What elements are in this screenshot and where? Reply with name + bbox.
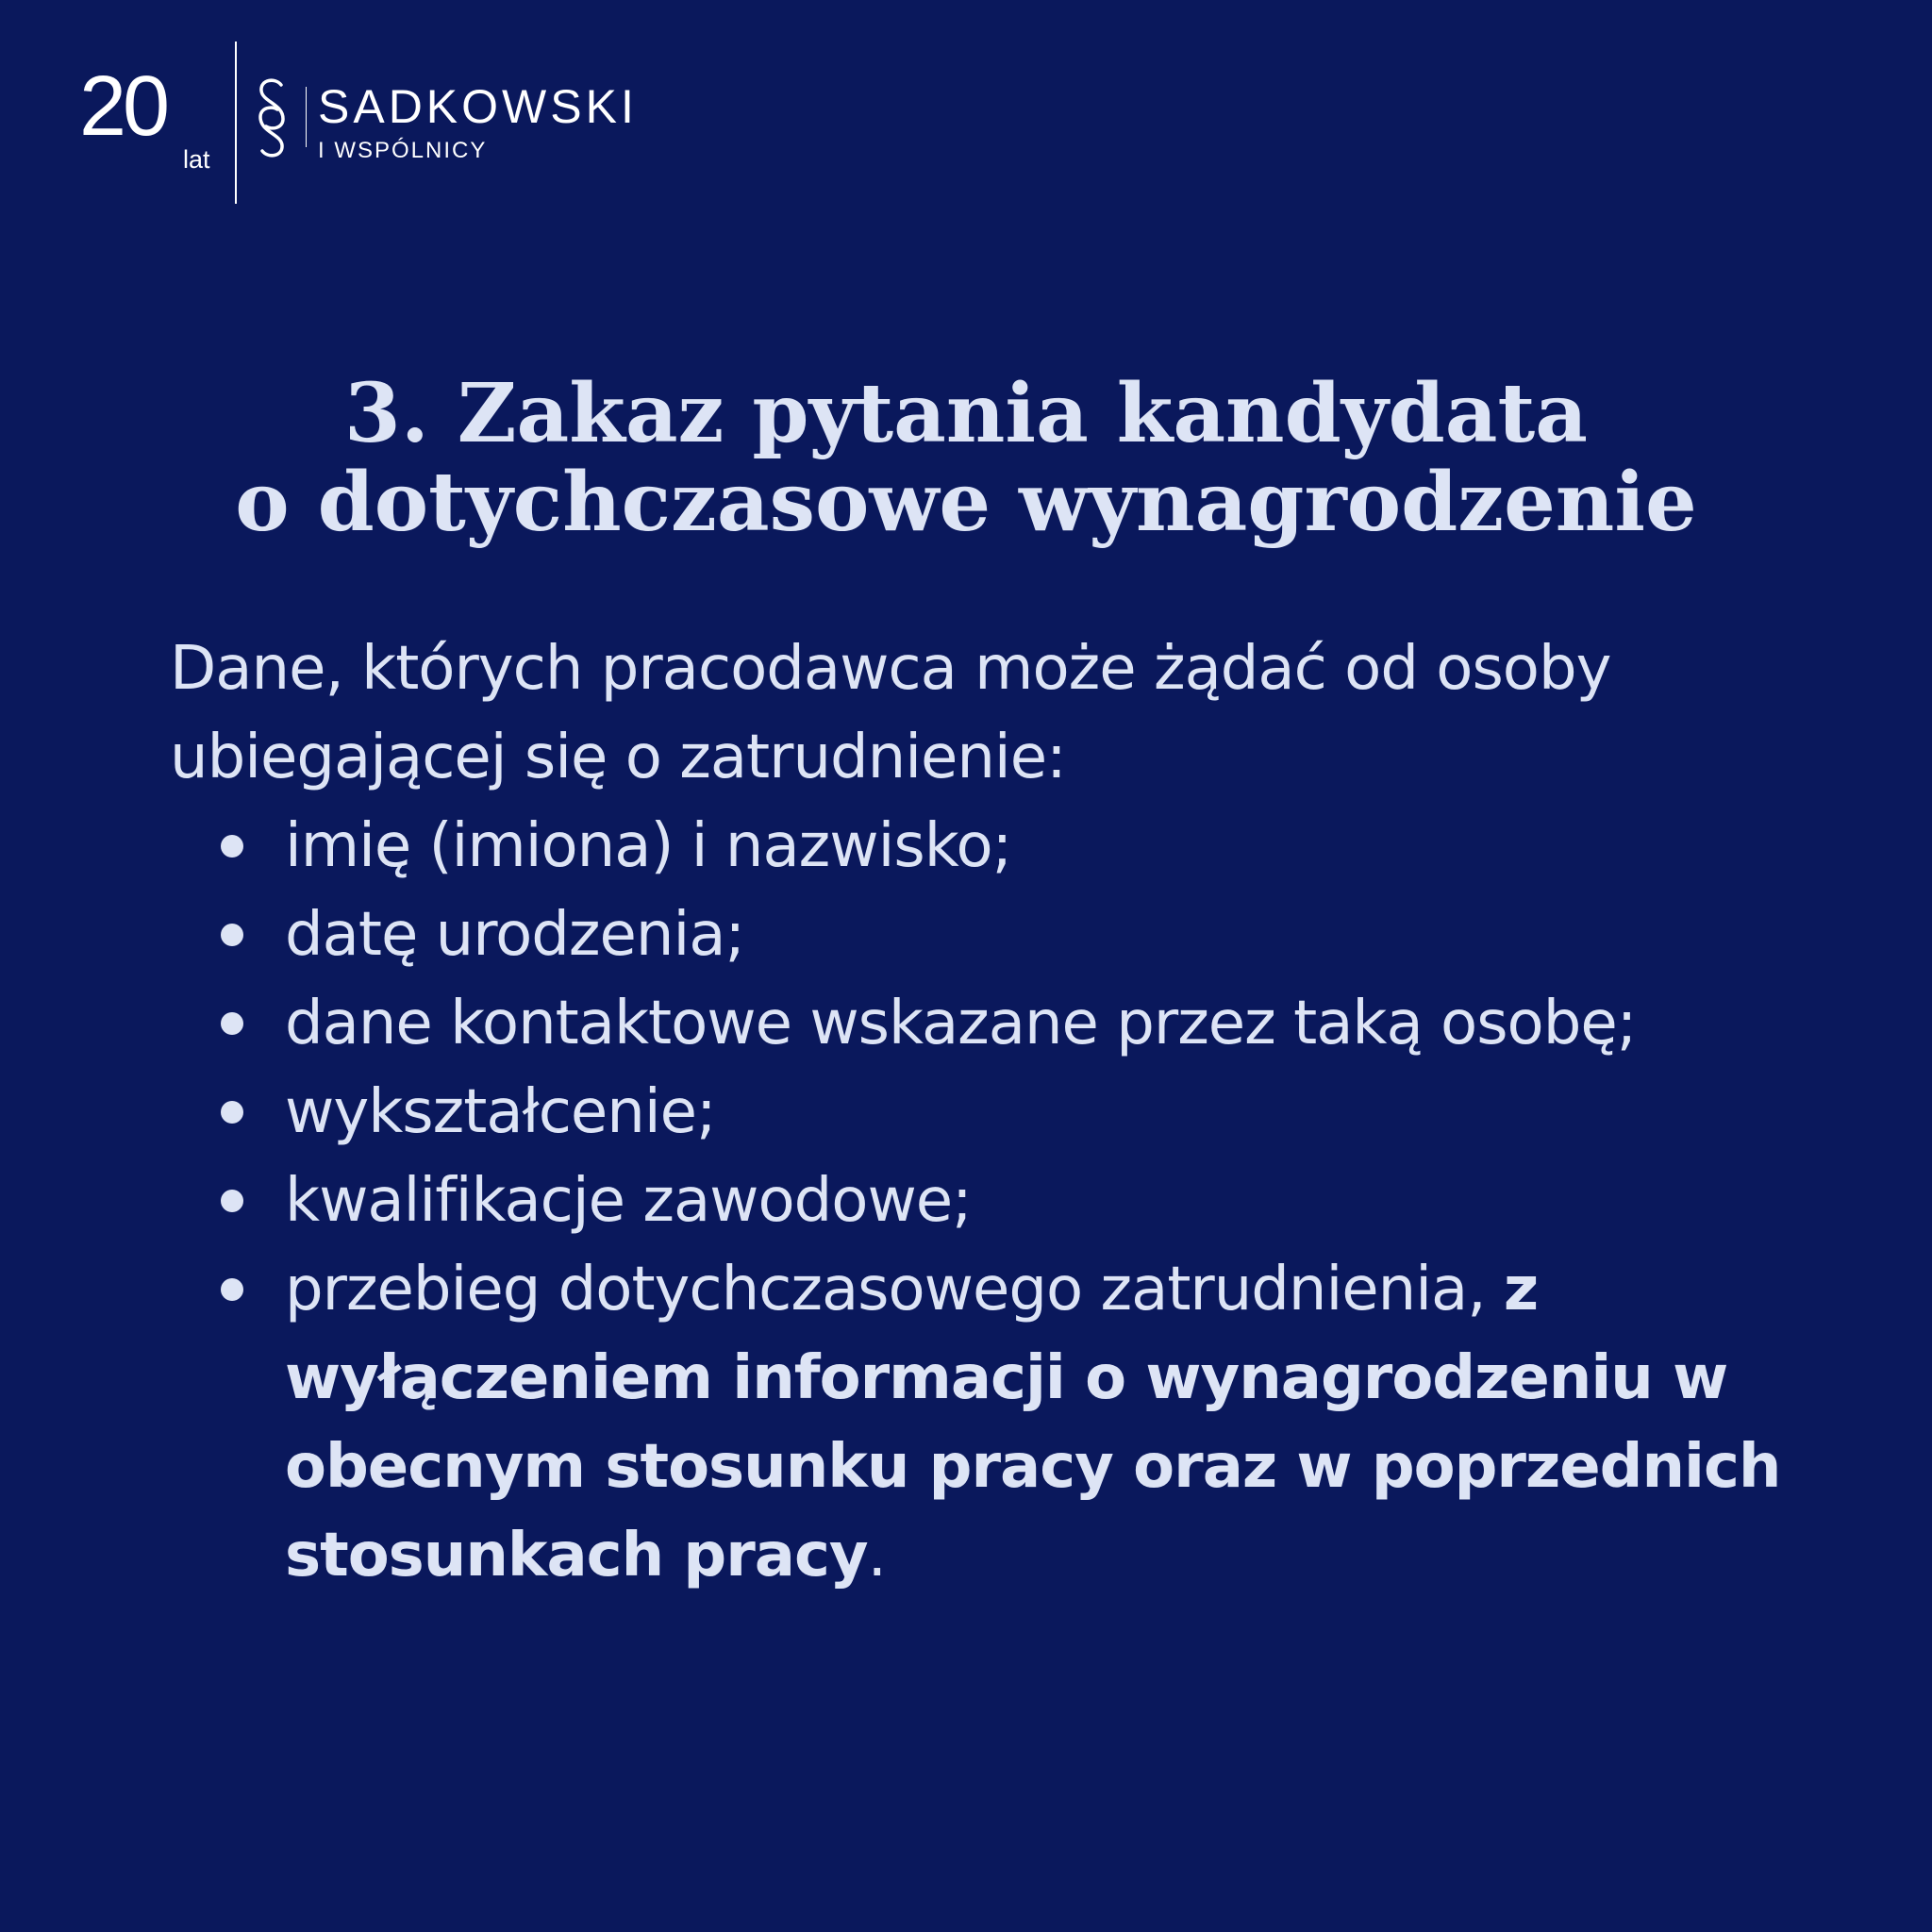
list-item — [170, 1157, 1792, 1245]
list-item-text: wykształcenie; — [285, 1077, 716, 1147]
list-item — [170, 802, 1792, 891]
list-item-text: imię (imiona) i nazwisko; — [285, 811, 1012, 881]
emphasis-text: z wyłączeniem informacji o wynagrodzeniu w obecnym stosunku pracy oraz w poprzednich stosunkach pracy — [285, 1255, 1781, 1591]
list-item-tail: . — [867, 1521, 886, 1591]
bullet-icon — [221, 1190, 243, 1212]
bullet-icon — [221, 835, 243, 858]
list-item — [170, 891, 1792, 979]
slide-title — [0, 366, 1932, 550]
firm-logo — [79, 42, 645, 208]
list-item-text: kwalifikacje zawodowe; — [285, 1166, 972, 1236]
bullet-icon — [221, 924, 243, 946]
logo-divider — [235, 42, 237, 204]
intro-text: Dane, których pracodawca może żądać od osoby ubiegającej się o zatrudnienie: — [170, 634, 1611, 792]
anniversary-number: 20 — [79, 59, 167, 154]
list-item-text: przebieg dotychczasowego zatrudnienia, — [285, 1255, 1504, 1324]
list-item — [170, 1245, 1792, 1600]
bullet-icon — [221, 1101, 243, 1124]
logo-divider-small — [306, 87, 307, 147]
section-sign-icon — [251, 75, 292, 160]
list-item-text: datę urodzenia; — [285, 900, 744, 970]
firm-name: SADKOWSKI — [318, 80, 638, 133]
title-line-1: 3. Zakaz pytania kandydata — [344, 366, 1588, 461]
bullet-icon — [221, 1278, 243, 1301]
list-item — [170, 1068, 1792, 1157]
requirements-list — [170, 802, 1792, 1600]
firm-subtitle: I WSPÓLNICY — [318, 138, 488, 163]
anniversary-unit: lat — [183, 145, 210, 174]
list-item — [170, 979, 1792, 1068]
list-item-text: dane kontaktowe wskazane przez taką osobę; — [285, 989, 1637, 1058]
bullet-icon — [221, 1012, 243, 1035]
title-line-2: o dotychczasowe wynagrodzenie — [235, 455, 1697, 550]
